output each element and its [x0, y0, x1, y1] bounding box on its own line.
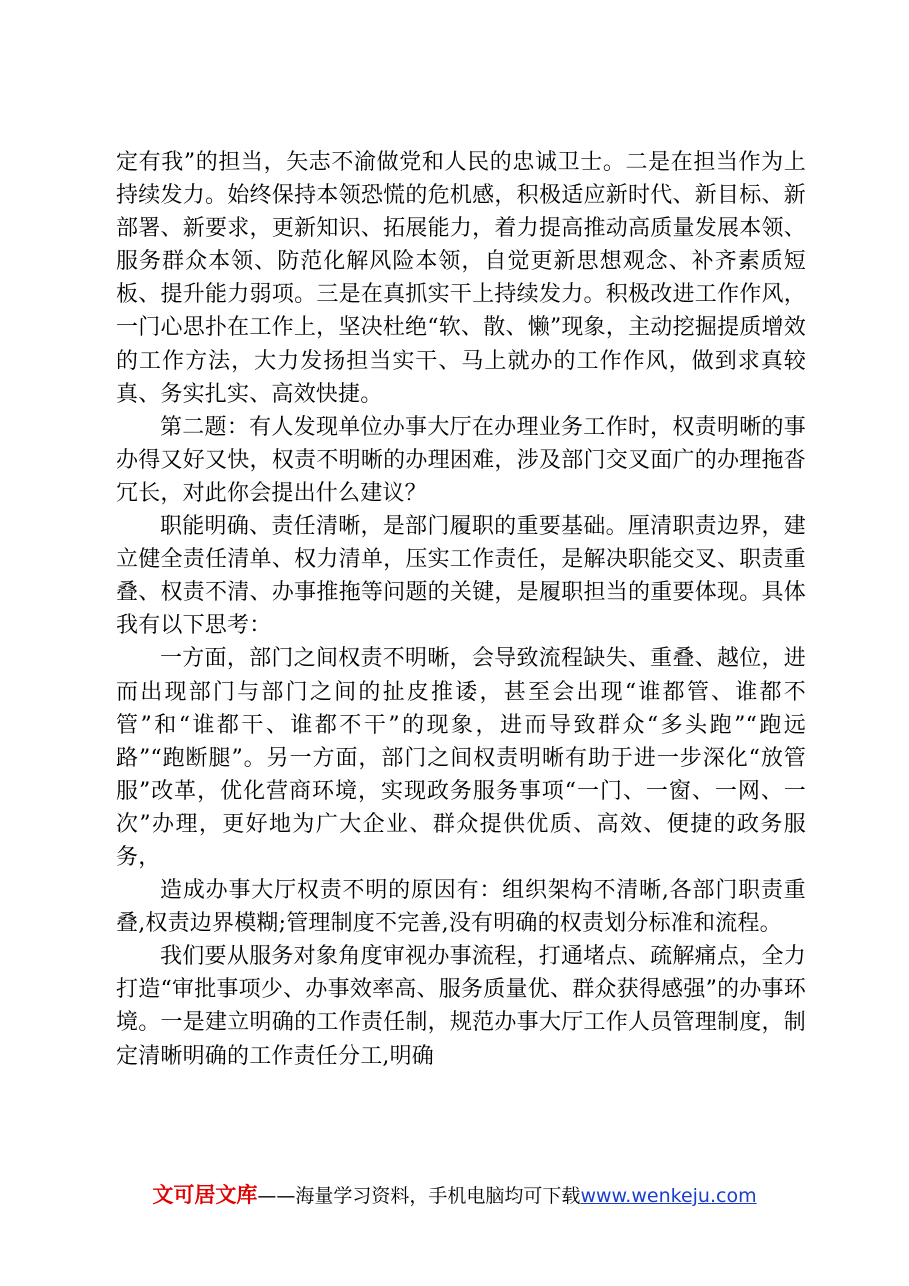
- footer-slogan: ——海量学习资料，手机电脑均可下载: [257, 1185, 581, 1207]
- paragraph-causes: 造成办事大厅权责不明的原因有：组织架构不清晰,各部门职责重叠,权责边界模糊;管理制度不完善,没有明确的权责划分标准和流程。: [116, 878, 806, 937]
- paragraph-suggestions: 我们要从服务对象角度审视办事流程，打通堵点、疏解痛点，全力打造“审批事项少、办事效率高、服务质量优、群众获得感强”的办事环境。一是建立明确的工作责任制，规范办事大厅工作人员管理制度，制定清晰明确的工作责任分工,明确: [116, 944, 806, 1069]
- paragraph-continuation: 定有我”的担当，矢志不渝做党和人民的忠诚卫士。二是在担当作为上持续发力。始终保持本领恐慌的危机感，积极适应新时代、新目标、新部署、新要求，更新知识、拓展能力，着力提高推动高质量发展本领、服务群众本领、防范化解风险本领，自觉更新思想观念、补齐素质短板、提升能力弱项。三是在真抓实干上持续发力。积极改进工作作风，一门心思扑在工作上，坚决杜绝“软、散、懒”现象，主动挖掘提质增效的工作方法，大力发扬担当实干、马上就办的工作作风，做到求真较真、务实扎实、高效快捷。: [116, 150, 806, 407]
- paragraph-one-hand: 一方面，部门之间权责不明晰，会导致流程缺失、重叠、越位，进而出现部门与部门之间的扯皮推诿，甚至会出现“谁都管、谁都不管”和“谁都干、谁都不干”的现象，进而导致群众“多头跑”“跑远路”“跑断腿”。另一方面，部门之间权责明晰有助于进一步深化“放管服”改革，优化营商环境，实现政务服务事项“一门、一窗、一网、一次”办理，更好地为广大企业、群众提供优质、高效、便捷的政务服务，: [116, 646, 806, 870]
- document-body: [116, 146, 806, 1073]
- paragraph-answer-intro: 职能明确、责任清晰，是部门履职的重要基础。厘清职责边界，建立健全责任清单、权力清单，压实工作责任，是解决职能交叉、职责重叠、权责不清、办事推拖等问题的关键，是履职担当的重要体现。具体我有以下思考：: [116, 514, 806, 639]
- footer-brand: 文可居文库: [152, 1183, 258, 1207]
- paragraph-question-two: 第二题：有人发现单位办事大厅在办理业务工作时，权责明晰的事办得又好又快，权责不明晰的办理困难，涉及部门交叉面广的办理拖沓冗长，对此你会提出什么建议？: [116, 414, 806, 506]
- footer-banner: [0, 1180, 909, 1211]
- footer-website-link[interactable]: www.wenkeju.com: [580, 1185, 757, 1207]
